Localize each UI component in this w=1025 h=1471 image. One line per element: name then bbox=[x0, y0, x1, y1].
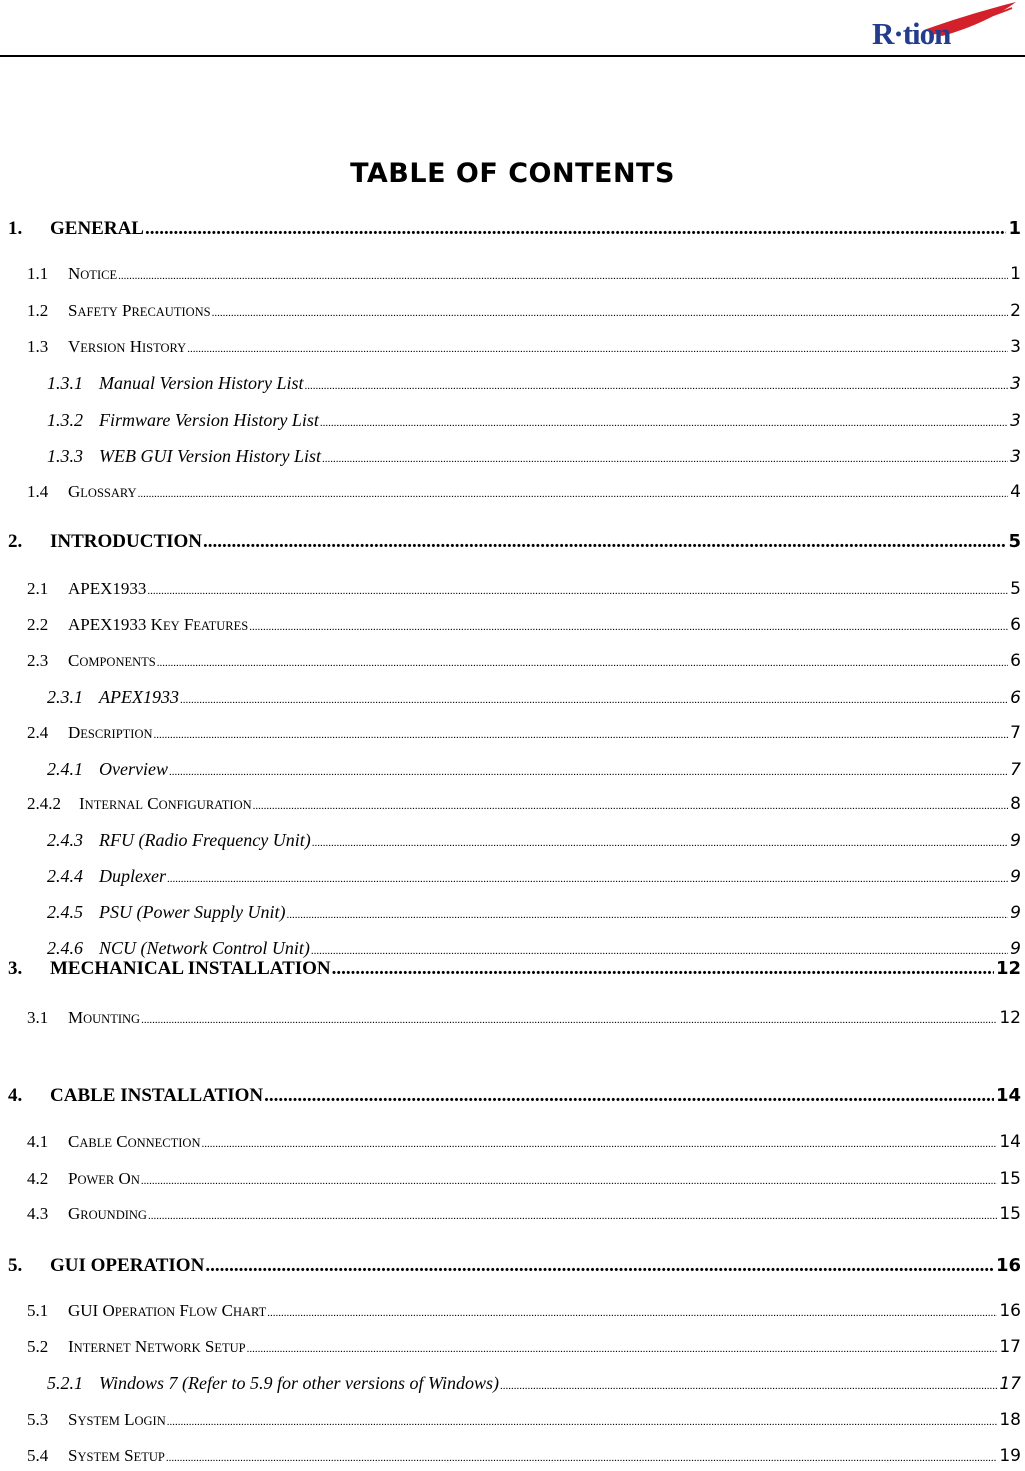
toc-entry[interactable] bbox=[27, 301, 1021, 321]
toc-entry-title: Windows 7 (Refer to 5.9 for other versions of Windows) bbox=[99, 1373, 499, 1393]
toc-entry-title: DESCRIPTION bbox=[68, 723, 153, 742]
toc-entry-title: PSU (Power Supply Unit) bbox=[99, 902, 286, 922]
toc-entry[interactable] bbox=[27, 794, 1021, 814]
toc-entry[interactable] bbox=[47, 866, 1021, 887]
toc-entry[interactable] bbox=[27, 482, 1021, 502]
toc-entry[interactable] bbox=[27, 1301, 1021, 1321]
toc-entry[interactable] bbox=[47, 759, 1021, 780]
toc-entry-title: RFU (Radio Frequency Unit) bbox=[99, 830, 311, 850]
toc-entry-page-number: 5 bbox=[1010, 579, 1021, 599]
toc-leader-dots bbox=[180, 694, 1008, 706]
toc-entry-number: 1.3.1 bbox=[47, 373, 83, 393]
toc-entry-number: 2.4 bbox=[27, 723, 49, 742]
toc-entry-page-number: 6 bbox=[1010, 615, 1021, 635]
toc-entry[interactable] bbox=[27, 1337, 1021, 1357]
toc-entry-number: 1.3.2 bbox=[47, 410, 83, 430]
toc-entry-number: 4.1 bbox=[27, 1132, 49, 1151]
toc-entry-page-number: 18 bbox=[999, 1410, 1021, 1430]
toc-entry-number: 5. bbox=[8, 1255, 23, 1276]
toc-entry-page-number: 3 bbox=[1010, 411, 1021, 431]
toc-entry-number: 2.3 bbox=[27, 651, 49, 670]
toc-entry-title: VERSION HISTORY bbox=[68, 337, 187, 356]
toc-entry[interactable] bbox=[47, 446, 1021, 467]
toc-entry-number: 3.1 bbox=[27, 1008, 49, 1027]
toc-entry-page-number: 8 bbox=[1010, 794, 1021, 814]
toc-entry-number: 1.4 bbox=[27, 482, 49, 501]
toc-entry-number: 1.3 bbox=[27, 337, 49, 356]
toc-leader-dots bbox=[267, 1307, 997, 1319]
toc-entry[interactable] bbox=[27, 1132, 1021, 1152]
toc-entry-page-number: 2 bbox=[1010, 301, 1021, 321]
toc-entry-title: GLOSSARY bbox=[68, 482, 137, 501]
toc-leader-dots bbox=[286, 909, 1008, 921]
toc-entry-number: 2.4.6 bbox=[47, 938, 83, 958]
toc-entry-title: SYSTEM LOGIN bbox=[68, 1410, 166, 1429]
toc-entry-number: 2. bbox=[8, 531, 23, 552]
toc-entry-number: 4.3 bbox=[27, 1204, 49, 1223]
toc-entry[interactable] bbox=[47, 902, 1021, 923]
toc-leader-dots bbox=[138, 488, 1009, 500]
toc-entry-page-number: 15 bbox=[999, 1204, 1021, 1224]
toc-entry-number: 1.3.3 bbox=[47, 446, 83, 466]
toc-leader-dots bbox=[145, 218, 1007, 240]
toc-entry-title: WEB GUI Version History List bbox=[99, 446, 321, 466]
toc-entry[interactable] bbox=[47, 373, 1021, 394]
toc-entry[interactable] bbox=[47, 1373, 1021, 1394]
toc-entry[interactable] bbox=[47, 938, 1021, 959]
toc-entry-page-number: 3 bbox=[1010, 374, 1021, 394]
toc-entry-title: INTERNET NETWORK SETUP bbox=[68, 1337, 246, 1356]
toc-leader-dots bbox=[249, 621, 1008, 633]
toc-entry-number: 1.2 bbox=[27, 301, 49, 320]
toc-leader-dots bbox=[205, 1255, 994, 1277]
toc-entry-page-number: 15 bbox=[999, 1169, 1021, 1189]
toc-entry-title: COMPONENTS bbox=[68, 651, 156, 670]
toc-entry[interactable] bbox=[27, 1008, 1021, 1028]
toc-entry-page-number: 6 bbox=[1010, 651, 1021, 671]
toc-entry-page-number: 17 bbox=[999, 1337, 1021, 1357]
toc-entry-number: 5.1 bbox=[27, 1301, 49, 1320]
toc-entry-title: CABLE INSTALLATION bbox=[50, 1085, 264, 1106]
toc-entry-page-number: 19 bbox=[999, 1446, 1021, 1466]
toc-leader-dots bbox=[147, 585, 1008, 597]
toc-entry[interactable] bbox=[27, 723, 1021, 743]
toc-leader-dots bbox=[157, 657, 1008, 669]
toc-leader-dots bbox=[141, 1014, 997, 1026]
toc-leader-dots bbox=[247, 1343, 998, 1355]
toc-leader-dots bbox=[332, 958, 994, 980]
toc-entry[interactable] bbox=[8, 1085, 1021, 1107]
toc-entry-page-number: 9 bbox=[1010, 831, 1021, 851]
toc-leader-dots bbox=[202, 1138, 998, 1150]
toc-leader-dots bbox=[167, 1416, 998, 1428]
page-title: TABLE OF CONTENTS bbox=[350, 158, 675, 189]
toc-entry[interactable] bbox=[27, 1204, 1021, 1224]
toc-entry-page-number: 9 bbox=[1010, 867, 1021, 887]
toc-entry-number: 2.4.5 bbox=[47, 902, 83, 922]
toc-entry-title: Manual Version History List bbox=[99, 373, 304, 393]
toc-entry[interactable] bbox=[27, 615, 1021, 635]
toc-entry-title: Firmware Version History List bbox=[99, 410, 319, 430]
toc-entry-title: INTRODUCTION bbox=[50, 531, 203, 552]
toc-entry-title: Duplexer bbox=[99, 866, 166, 886]
toc-entry-title: NCU (Network Control Unit) bbox=[99, 938, 310, 958]
company-logo bbox=[862, 0, 1022, 52]
toc-leader-dots bbox=[166, 1452, 998, 1464]
toc-entry[interactable] bbox=[47, 687, 1021, 708]
toc-entry-title: INTERNAL CONFIGURATION bbox=[79, 794, 252, 813]
toc-entry-number: 5.3 bbox=[27, 1410, 49, 1429]
toc-entry[interactable] bbox=[8, 1255, 1021, 1277]
toc-entry[interactable] bbox=[47, 830, 1021, 851]
toc-entry[interactable] bbox=[27, 1446, 1021, 1466]
toc-entry-page-number: 3 bbox=[1010, 337, 1021, 357]
toc-entry-page-number: 9 bbox=[1010, 903, 1021, 923]
toc-entry[interactable] bbox=[27, 264, 1021, 284]
toc-leader-dots bbox=[500, 1380, 997, 1392]
toc-entry-title: GENERAL bbox=[50, 218, 144, 239]
toc-entry[interactable] bbox=[27, 579, 1021, 599]
toc-entry-number: 3. bbox=[8, 958, 23, 979]
toc-entry-title: APEX1933 KEY FEATURES bbox=[68, 615, 249, 634]
logo-text: R·tion bbox=[872, 16, 951, 51]
toc-entry-page-number: 14 bbox=[995, 1085, 1021, 1106]
toc-leader-dots bbox=[187, 343, 1008, 355]
toc-leader-dots bbox=[154, 729, 1009, 741]
toc-entry[interactable] bbox=[8, 531, 1021, 553]
toc-leader-dots bbox=[169, 766, 1008, 778]
toc-entry-number: 1. bbox=[8, 218, 23, 239]
toc-entry-page-number: 17 bbox=[999, 1374, 1021, 1394]
toc-leader-dots bbox=[264, 1085, 994, 1107]
toc-entry[interactable] bbox=[27, 1410, 1021, 1430]
toc-entry[interactable] bbox=[8, 958, 1021, 980]
toc-entry[interactable] bbox=[27, 337, 1021, 357]
toc-entry-title: Overview bbox=[99, 759, 168, 779]
toc-entry-number: 5.2.1 bbox=[47, 1373, 83, 1393]
toc-entry[interactable] bbox=[47, 410, 1021, 431]
toc-entry-page-number: 1 bbox=[1008, 218, 1021, 239]
toc-entry[interactable] bbox=[8, 218, 1021, 240]
toc-entry-number: 2.4.1 bbox=[47, 759, 83, 779]
toc-entry-title: SAFETY PRECAUTIONS bbox=[68, 301, 211, 320]
toc-leader-dots bbox=[148, 1210, 997, 1222]
header-divider bbox=[0, 55, 1025, 57]
toc-entry-number: 2.2 bbox=[27, 615, 49, 634]
toc-entry-page-number: 16 bbox=[995, 1255, 1021, 1276]
toc-entry-number: 5.4 bbox=[27, 1446, 49, 1465]
toc-entry-title: CABLE CONNECTION bbox=[68, 1132, 201, 1151]
toc-entry-page-number: 6 bbox=[1010, 688, 1021, 708]
toc-leader-dots bbox=[305, 380, 1009, 392]
toc-entry-number: 4. bbox=[8, 1085, 23, 1106]
toc-leader-dots bbox=[253, 800, 1009, 812]
toc-entry-title: GROUNDING bbox=[68, 1204, 147, 1223]
toc-entry-number: 2.3.1 bbox=[47, 687, 83, 707]
toc-entry-page-number: 4 bbox=[1010, 482, 1021, 502]
toc-leader-dots bbox=[312, 837, 1008, 849]
toc-entry-page-number: 16 bbox=[999, 1301, 1021, 1321]
toc-entry-title: MECHANICAL INSTALLATION bbox=[50, 958, 331, 979]
toc-entry-page-number: 9 bbox=[1010, 939, 1021, 959]
toc-leader-dots bbox=[203, 531, 1006, 553]
toc-leader-dots bbox=[167, 873, 1008, 885]
toc-entry-number: 5.2 bbox=[27, 1337, 49, 1356]
toc-entry-number: 4.2 bbox=[27, 1169, 49, 1188]
toc-entry-page-number: 7 bbox=[1010, 760, 1021, 780]
toc-entry-number: 1.1 bbox=[27, 264, 49, 283]
toc-entry-page-number: 5 bbox=[1008, 531, 1021, 552]
toc-leader-dots bbox=[320, 417, 1008, 429]
toc-entry-title: NOTICE bbox=[68, 264, 118, 283]
toc-entry-page-number: 14 bbox=[999, 1132, 1021, 1152]
toc-entry-page-number: 12 bbox=[999, 1008, 1021, 1028]
toc-entry[interactable] bbox=[27, 1169, 1021, 1189]
toc-entry-number: 2.4.2 bbox=[27, 794, 61, 813]
toc-entry-page-number: 7 bbox=[1010, 723, 1021, 743]
toc-entry-title: APEX1933 bbox=[99, 687, 179, 707]
toc-entry-title: GUI OPERATION FLOW CHART bbox=[68, 1301, 267, 1320]
toc-leader-dots bbox=[322, 453, 1008, 465]
toc-entry-title: GUI OPERATION bbox=[50, 1255, 205, 1276]
toc-leader-dots bbox=[141, 1175, 998, 1187]
toc-entry-number: 2.4.4 bbox=[47, 866, 83, 886]
toc-entry-number: 2.4.3 bbox=[47, 830, 83, 850]
toc-entry-title: POWER ON bbox=[68, 1169, 140, 1188]
toc-leader-dots bbox=[212, 307, 1009, 319]
page-header bbox=[0, 0, 1025, 57]
toc-entry-page-number: 3 bbox=[1010, 447, 1021, 467]
toc-entry-title: SYSTEM SETUP bbox=[68, 1446, 165, 1465]
toc-entry-title: APEX1933 bbox=[68, 579, 147, 598]
toc-entry-page-number: 1 bbox=[1010, 264, 1021, 284]
toc-entry[interactable] bbox=[27, 651, 1021, 671]
toc-entry-number: 2.1 bbox=[27, 579, 49, 598]
toc-leader-dots bbox=[118, 270, 1008, 282]
toc-leader-dots bbox=[311, 945, 1008, 957]
toc-entry-title: MOUNTING bbox=[68, 1008, 141, 1027]
toc-entry-page-number: 12 bbox=[995, 958, 1021, 979]
